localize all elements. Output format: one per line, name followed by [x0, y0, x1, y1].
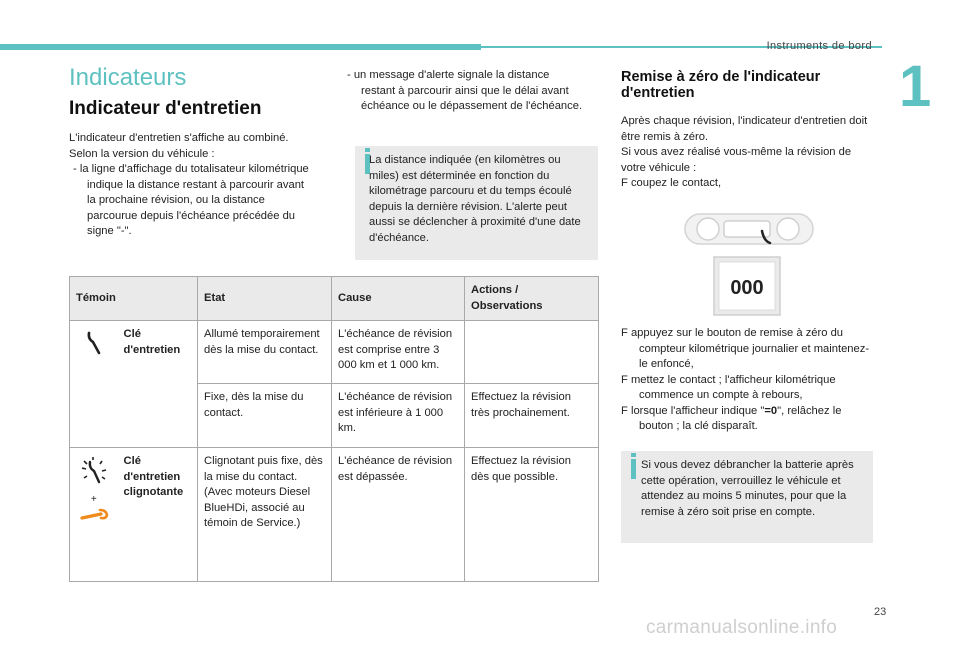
row1-cause: L'échéance de révision est comprise entre 3 000 km et 1 000 km. [332, 321, 465, 384]
bullet-odometer: - la ligne d'affichage du totalisateur kilométrique indique la distance restant à parcourir avant la prochaine révision, ou la distance parcourue depuis l'échéance précédée du signe "-". [73, 163, 309, 237]
wrench-icon-cell [70, 321, 118, 448]
reset-step-1: coupez le contact, [627, 177, 722, 189]
odometer-display-value: 000 [730, 277, 764, 299]
reset-step-4-value: =0 [764, 404, 778, 417]
table-row [70, 448, 599, 582]
watermark: carmanualsonline.info [646, 617, 838, 638]
bullet-glyph: F [621, 327, 628, 339]
odometer-display-illustration [713, 256, 781, 316]
header-cause: Cause [332, 277, 465, 321]
blinking-wrench-icon [79, 456, 109, 486]
table-header-row [70, 277, 599, 321]
reset-paragraph-2: Si vous avez réalisé vous-même la révision de votre véhicule : [621, 146, 852, 174]
info-box-battery-text: Si vous devez débrancher la batterie après cette opération, verrouillez le véhicule et attendez au moins 5 minutes, pour que la remise à zéro soit prise en compte. [641, 459, 854, 518]
info-box-battery [621, 451, 873, 543]
reset-steps-text [621, 326, 873, 435]
header-etat: Etat [198, 277, 332, 321]
blinking-wrench-icon-cell [70, 448, 118, 582]
wrench-icon [84, 331, 104, 355]
chapter-number: 1 [899, 54, 932, 119]
reset-step-4c: ", relâchez le bouton ; la clé disparaît. [639, 404, 842, 432]
row1-actions [465, 321, 599, 384]
header-section-label: Instruments de bord [766, 40, 872, 52]
reset-step-2: appuyez sur le bouton de remise à zéro du compteur kilométrique journalier et maintenez-le enfoncé, [627, 327, 870, 370]
indicator-table [69, 276, 599, 582]
reset-step-4a: lorsque l'afficheur indique " [627, 404, 765, 417]
header-accent-bar [0, 44, 481, 50]
row3-actions: Effectuez la révision dès que possible. [465, 448, 599, 582]
row1-etat: Allumé temporairement dès la mise du contact. [198, 321, 332, 384]
info-box-distance [355, 146, 598, 260]
header-temoin: Témoin [70, 277, 198, 321]
row2-actions: Effectuez la révision très prochainement. [465, 384, 599, 448]
row-name-cle-clignotante: Clé d'entretien clignotante [118, 448, 198, 582]
instrument-cluster-illustration [684, 213, 814, 247]
header-actions: Actions / Observations [465, 277, 599, 321]
bullet-glyph: F [621, 177, 628, 189]
table-row [70, 321, 599, 384]
intro-paragraph-2: Selon la version du véhicule : [69, 147, 215, 160]
bullet-glyph: F [621, 373, 628, 386]
reset-section-title: Remise à zéro de l'indicateur d'entretien [621, 69, 821, 101]
service-wrench-icon [79, 508, 109, 524]
row2-etat: Fixe, dès la mise du contact. [198, 384, 332, 448]
row2-cause: L'échéance de révision est inférieure à 1 000 km. [332, 384, 465, 448]
reset-intro-text [621, 114, 873, 192]
section-title: Indicateurs [69, 64, 187, 91]
row-name-cle: Clé d'entretien [118, 321, 198, 448]
info-icon [631, 459, 636, 479]
row3-cause: L'échéance de révision est dépassée. [332, 448, 465, 582]
bullet-alert-message: - un message d'alerte signale la distance restant à parcourir ainsi que le délai avant échéance ou le dépassement de l'échéance. [347, 69, 583, 112]
info-box-distance-text: La distance indiquée (en kilomètres ou miles) est déterminée en fonction du kilométrage parcouru et du temps écoulé depuis la dernière révision. L'alerte peut aussi se déclencher à proximité d'une date d'échéance. [369, 154, 581, 244]
middle-column-text [343, 68, 583, 115]
row3-etat: Clignotant puis fixe, dès la mise du contact. (Avec moteurs Diesel BlueHDi, associé au témoin de Service.) [198, 448, 332, 582]
page-title: Indicateur d'entretien [69, 98, 262, 119]
left-column-text [69, 131, 314, 240]
bullet-glyph: F [621, 404, 628, 417]
reset-step-3: mettez le contact ; l'afficheur kilométrique commence un compte à rebours, [627, 373, 836, 401]
intro-paragraph-1: L'indicateur d'entretien s'affiche au combiné. [69, 132, 289, 144]
plus-sign: + [90, 493, 97, 505]
page-number: 23 [874, 606, 887, 618]
reset-paragraph-1: Après chaque révision, l'indicateur d'entretien doit être remis à zéro. [621, 115, 868, 143]
